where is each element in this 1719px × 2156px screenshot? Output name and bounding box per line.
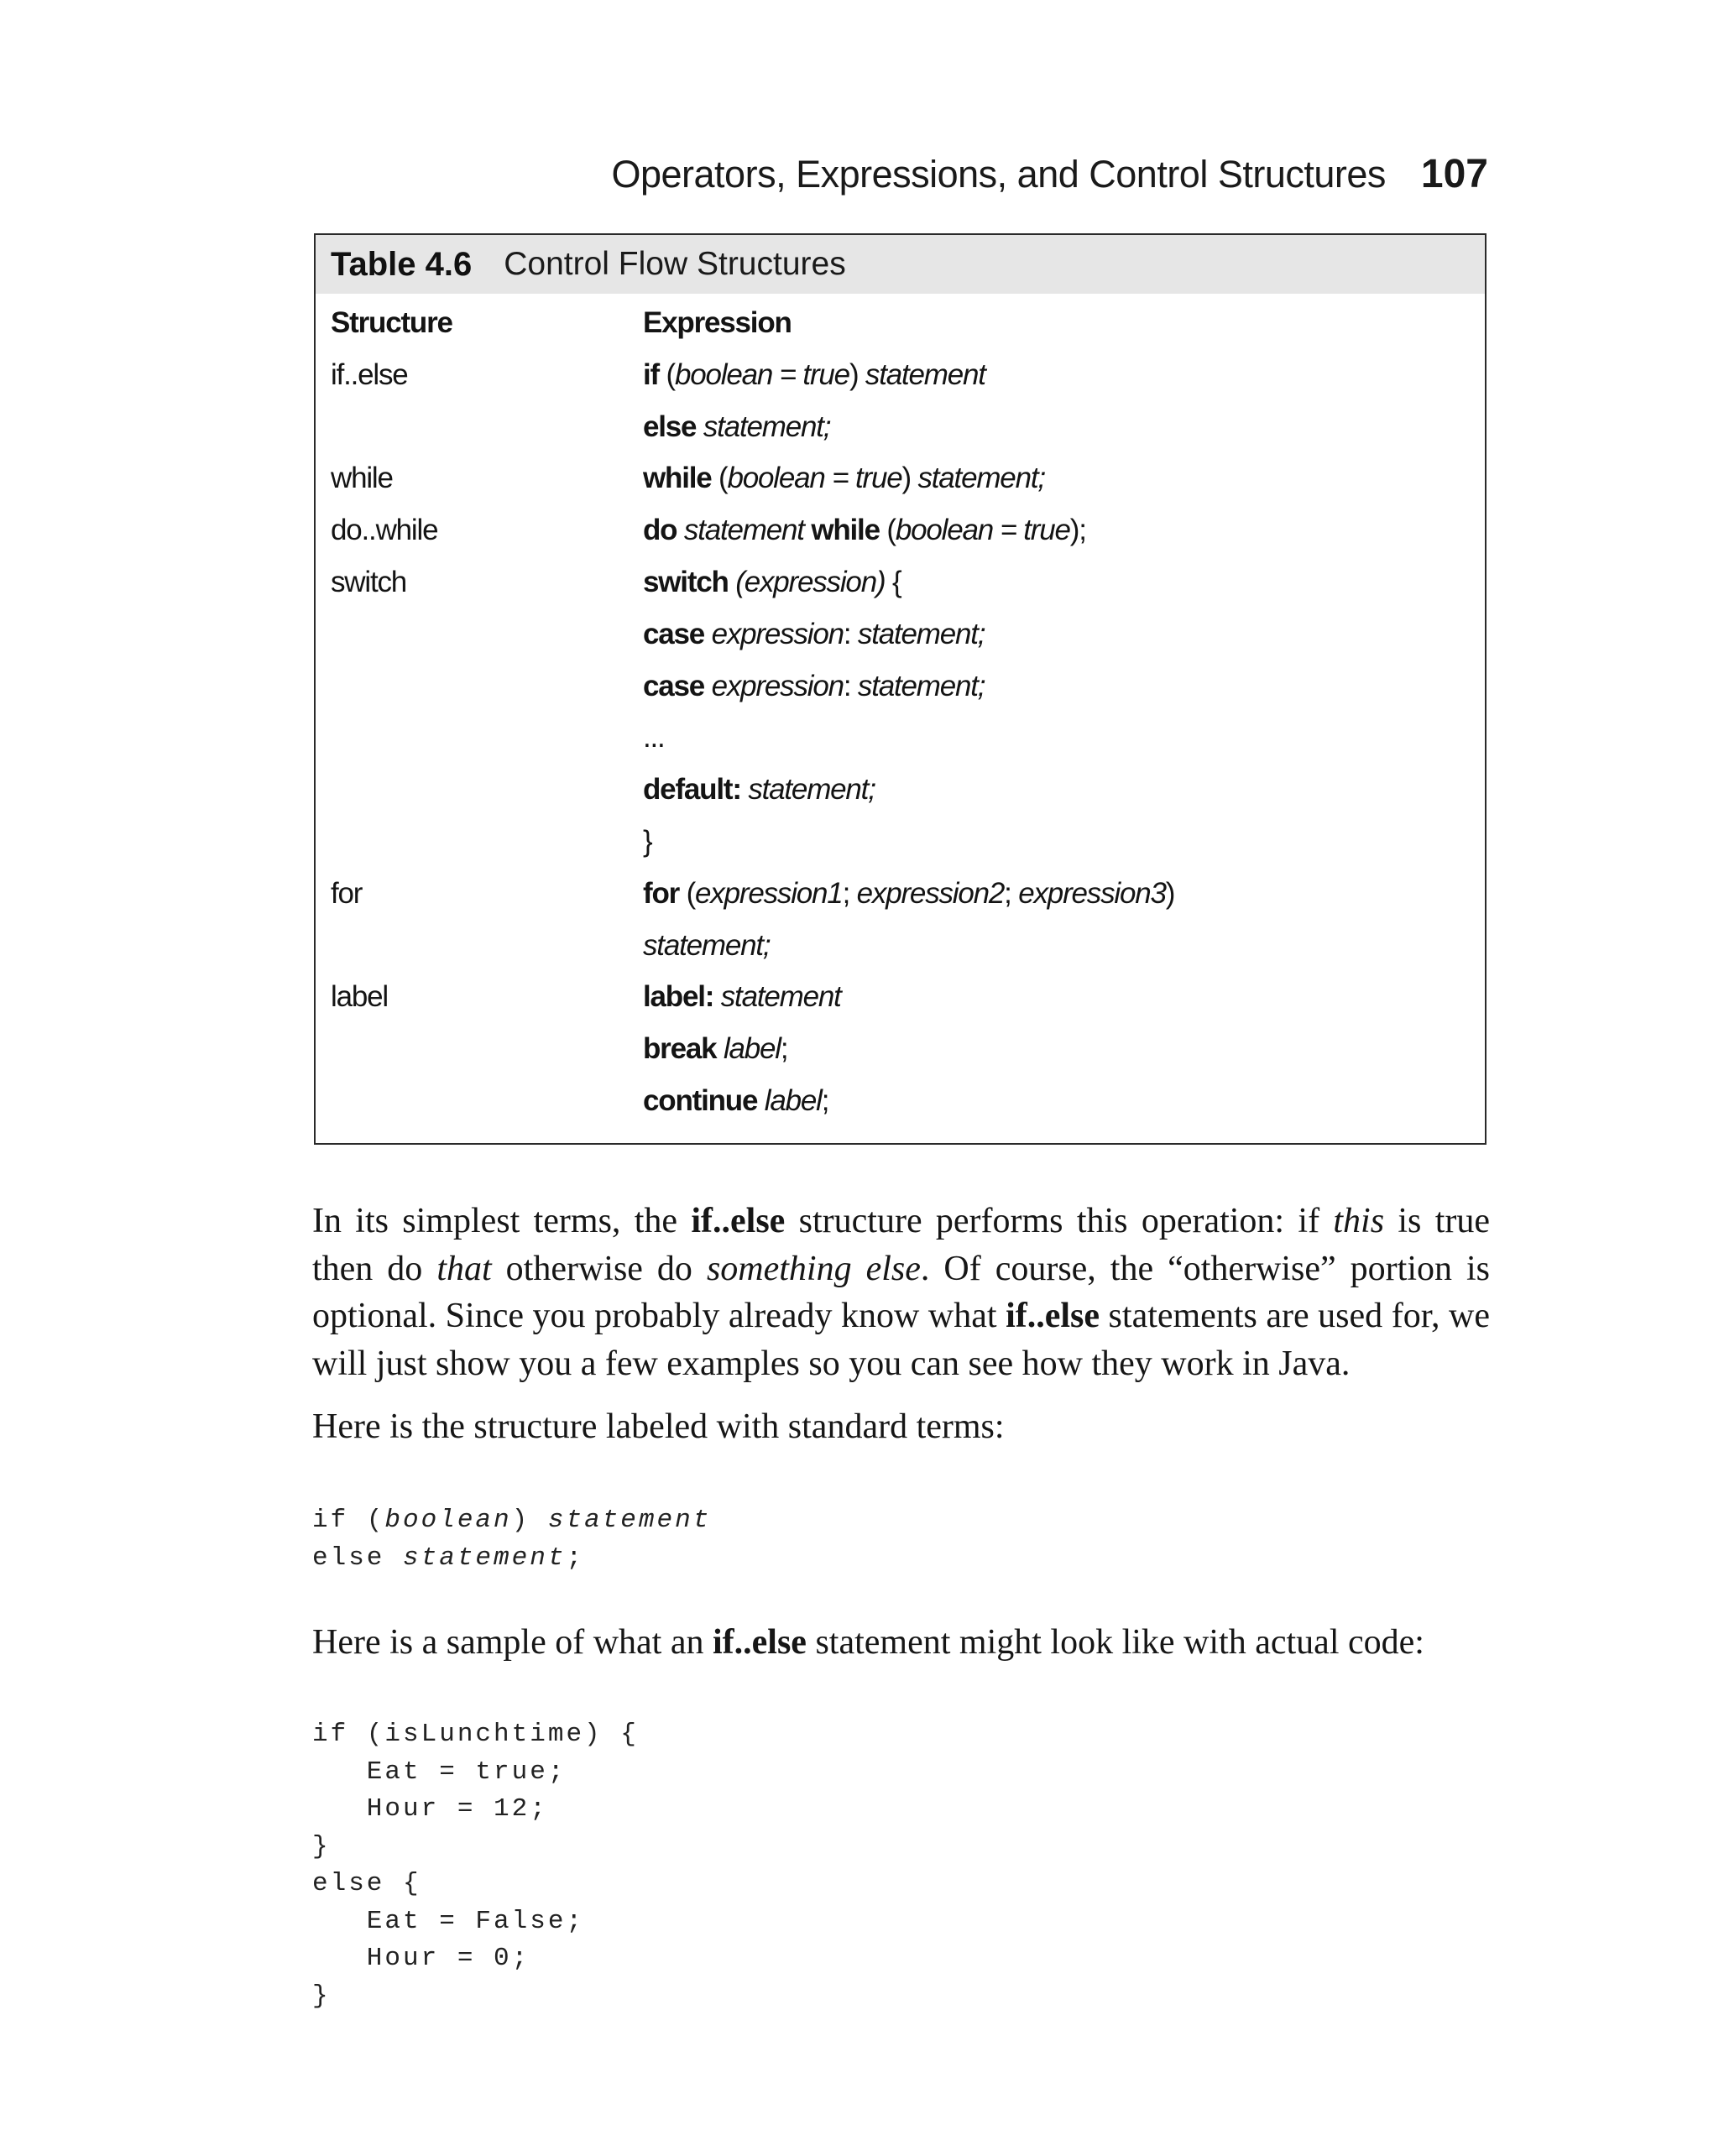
expression-fragment [716,1032,724,1065]
expression-fragment: ( [879,514,896,547]
table-row [316,764,1485,816]
code-line [312,1502,711,1540]
expression-cell [643,556,901,608]
table-row [316,971,1485,1023]
structure-cell: while [331,462,393,495]
expression-fragment: for [643,876,680,910]
expression-fragment [713,980,721,1013]
expression-fragment [704,670,712,702]
code-line [312,1540,711,1578]
column-header-structure: Structure [331,306,452,339]
expression-fragment: ; [842,876,857,910]
expression-fragment: boolean = true [674,358,849,391]
table-row [316,1075,1485,1127]
expression-fragment: case [643,669,705,702]
table-row [316,452,1485,504]
expression-fragment: case [643,617,705,650]
expression-fragment: if [643,358,659,391]
paragraph-structure-label [312,1403,1490,1451]
expression-fragment [729,566,736,598]
text-run: . Of course, the “otherwise” portion is optional. Since you probably already know what [312,1249,1491,1335]
table-row [316,504,1485,556]
expression-fragment: ) [901,462,918,495]
expression-fragment: ( [711,462,728,495]
text-run: In its simplest terms, the [312,1202,692,1240]
expression-cell [643,1075,828,1127]
expression-fragment: statement; [917,462,1045,495]
text-run: is true then do [312,1202,1491,1288]
code-line: Eat = true; [312,1757,567,1787]
expression-fragment: expression2 [856,876,1005,910]
table-row [316,608,1485,660]
text-run: statements are used for, we will just show you a few examples so you can see how they work in Java. [312,1297,1491,1383]
text-run: something else [706,1249,921,1288]
expression-fragment: { [885,565,901,598]
table-header-row [316,297,1485,349]
expression-fragment: ; [780,1032,788,1066]
running-header [311,151,1488,197]
expression-fragment: expression [711,669,844,702]
paragraph-sample-intro [312,1619,1504,1667]
expression-fragment [704,618,712,650]
expression-fragment: statement; [857,669,985,702]
expression-cell [643,971,841,1023]
text-run: structure performs this operation: if [785,1202,1334,1240]
table-row [316,816,1485,868]
text-run: statement might look like with actual code: [806,1623,1424,1662]
code-token: else [312,1543,404,1573]
structure-cell: if..else [331,358,408,391]
expression-fragment: boolean = true [895,514,1070,547]
expression-cell [643,349,985,401]
text-run: that [436,1249,492,1288]
code-block-sample [312,1716,639,2015]
column-header-expression: Expression [643,306,792,339]
expression-fragment: (expression) [735,565,886,598]
text-run: if..else [1006,1297,1100,1335]
table-row [316,868,1485,920]
control-flow-table [314,233,1486,1145]
table-body [316,294,1485,1127]
table-row [316,556,1485,608]
structure-cell: label [331,980,388,1014]
table-row [316,660,1485,713]
expression-fragment: ) [849,358,865,391]
expression-fragment: statement; [703,410,831,443]
expression-fragment: label [764,1083,822,1117]
text-run: this [1333,1202,1385,1240]
code-block-structure [312,1502,711,1577]
expression-fragment: expression1 [695,876,843,910]
expression-fragment [757,1084,765,1117]
code-line: if (isLunchtime) { [312,1720,639,1749]
expression-fragment: ); [1069,514,1086,547]
code-line: } [312,1831,331,1861]
expression-fragment: } [643,824,652,858]
expression-cell [643,920,770,972]
expression-fragment: : [843,669,858,702]
expression-fragment: ) [1165,876,1175,910]
text-run: otherwise do [491,1249,707,1288]
expression-cell [643,401,830,453]
paragraph-if-else-intro [312,1198,1490,1387]
expression-fragment: expression3 [1018,876,1166,910]
table-row [316,920,1485,972]
expression-fragment: expression [711,617,844,650]
text-run: Here is the structure labeled with standard terms: [312,1407,1005,1446]
expression-fragment: ( [679,876,696,910]
running-title: Operators, Expressions, and Control Structures [611,153,1386,196]
structure-cell: do..while [331,514,438,547]
expression-cell [643,452,1045,504]
expression-cell [643,504,1086,556]
code-token: if ( [312,1506,385,1535]
expression-fragment: statement; [857,617,985,650]
table-caption: Control Flow Structures [504,246,846,282]
structure-cell: switch [331,565,407,598]
expression-fragment: label [723,1032,781,1066]
code-line: else { [312,1869,421,1898]
expression-cell [643,660,985,713]
expression-cell [643,764,875,816]
code-line: Eat = False; [312,1906,585,1936]
expression-fragment: while [643,462,712,495]
code-token: boolean [384,1506,512,1535]
expression-fragment: ... [643,721,665,754]
expression-fragment: statement [720,980,841,1014]
expression-fragment [696,410,703,443]
expression-fragment: while [811,514,880,547]
expression-cell [643,816,652,868]
table-number: Table 4.6 [331,245,473,283]
table-row [316,712,1485,764]
expression-fragment: boolean = true [727,462,902,495]
code-line: Hour = 0; [312,1944,530,1973]
expression-fragment: break [643,1032,717,1066]
code-token: ) [511,1506,548,1535]
table-caption-bar [316,235,1485,294]
expression-cell [643,868,1174,920]
expression-fragment: ; [1004,876,1019,910]
expression-fragment: default: [643,773,741,807]
text-run: if..else [713,1623,807,1662]
expression-fragment: ( [658,358,675,391]
structure-cell: for [331,876,363,910]
table-rows [316,349,1485,1127]
table-row [316,349,1485,401]
code-line: } [312,1981,331,2011]
code-token: ; [566,1543,585,1573]
expression-fragment [677,514,684,546]
expression-fragment: statement; [643,928,771,962]
expression-fragment: else [643,410,697,443]
text-run: if..else [691,1202,786,1240]
expression-fragment: continue [643,1083,758,1117]
page-number: 107 [1420,152,1488,196]
expression-fragment: statement [865,358,985,391]
code-line: Hour = 12; [312,1794,548,1824]
expression-fragment: switch [643,565,729,598]
expression-cell [643,1023,787,1075]
expression-cell [643,712,665,764]
text-run: Here is a sample of what an [312,1623,713,1662]
table-row [316,1023,1485,1075]
expression-fragment: statement; [748,773,875,807]
code-token: statement [547,1506,712,1535]
expression-fragment: do [643,514,677,547]
code-token: statement [403,1543,567,1573]
expression-fragment: label: [643,980,714,1014]
table-row [316,401,1485,453]
expression-fragment: statement [683,514,804,547]
expression-fragment: : [843,617,858,650]
expression-fragment: ; [821,1083,829,1117]
expression-cell [643,608,985,660]
